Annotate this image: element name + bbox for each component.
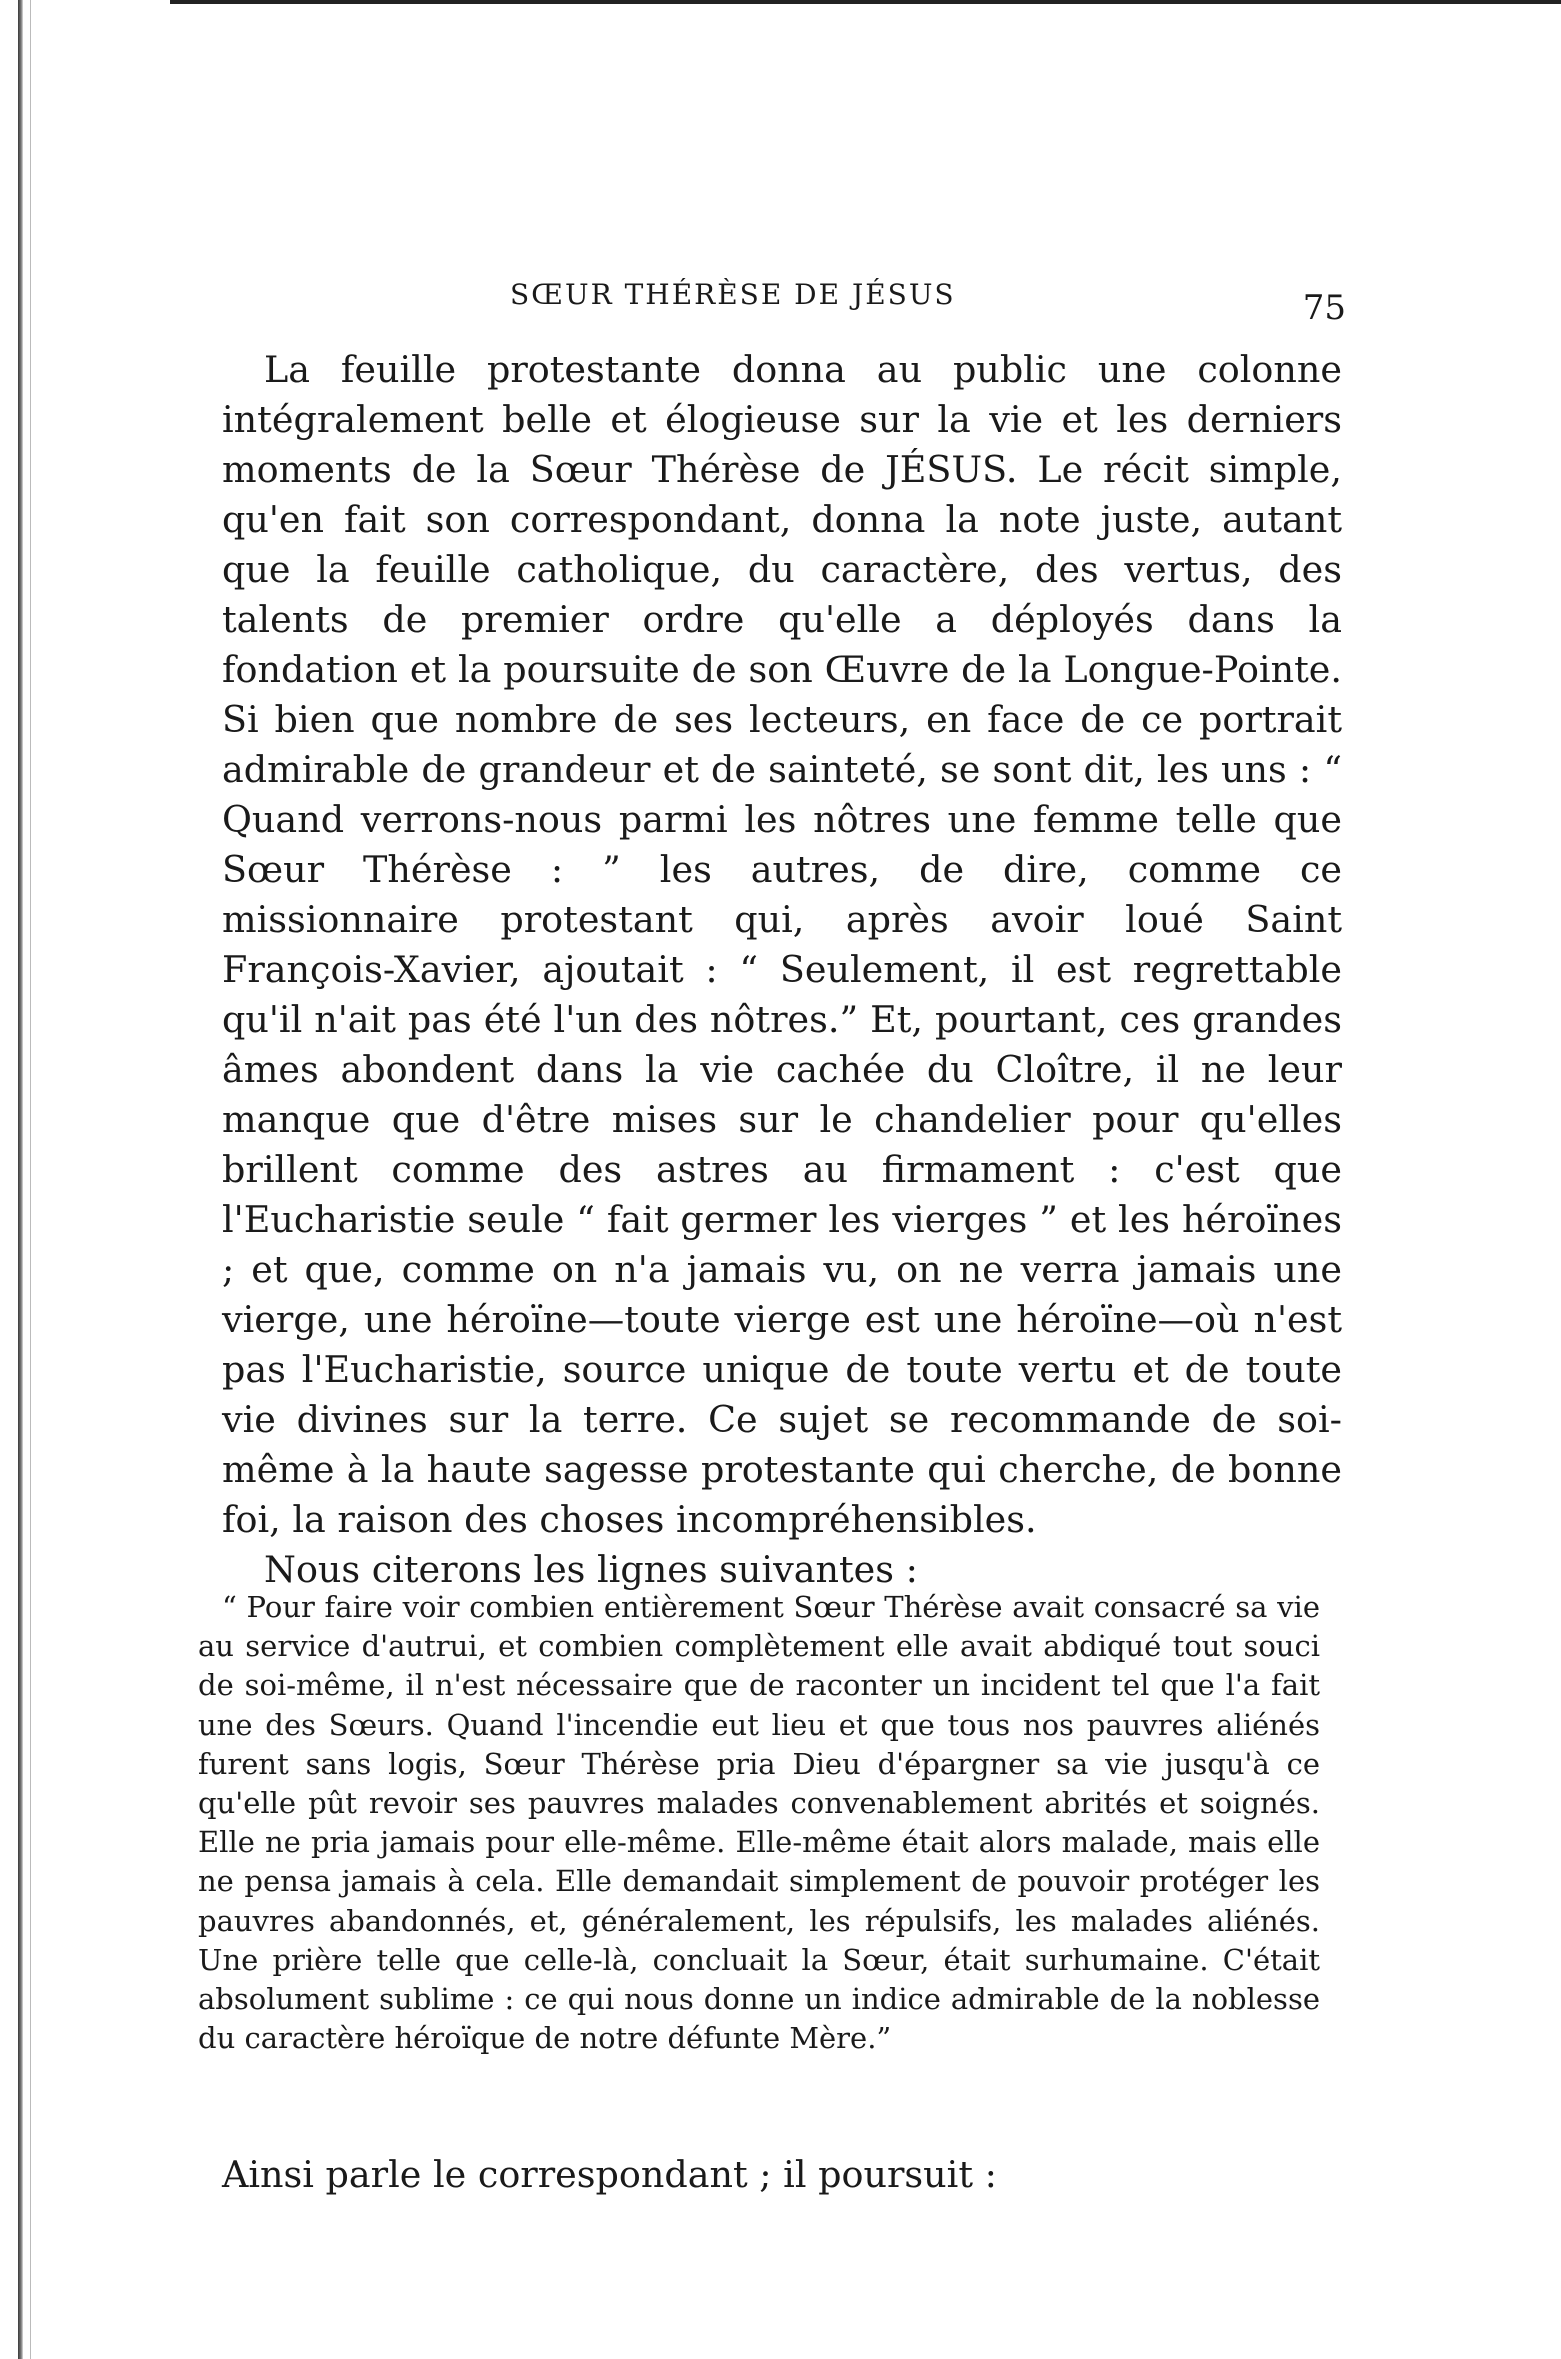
scan-binding-line xyxy=(30,0,31,2359)
page-number: 75 xyxy=(1302,288,1346,328)
closing-text xyxy=(222,2150,1342,2200)
scan-binding-edge xyxy=(18,0,23,2359)
paragraph: Ainsi parle le correspondant ; il poursuit : xyxy=(222,2153,997,2196)
scan-top-edge xyxy=(170,0,1561,4)
running-head: SŒUR THÉRÈSE DE JÉSUS xyxy=(510,278,956,311)
quote-text: “ Pour faire voir combien entièrement Sœur Thérèse avait consacré sa vie au service d'autrui, et combien complètement elle avait abdiqué tout souci de soi-même, il n'est nécessaire que de raconter un incident tel que l'a fait une des Sœurs. Quand l'incendie eut lieu et que tous nos pauvres aliénés furent sans logis, Sœur Thérèse pria Dieu d'épargner sa vie jusqu'à ce qu'elle pût revoir ses pauvres malades convenablement abrités et soignés. Elle ne pria jamais pour elle-même. Elle-même était alors malade, mais elle ne pensa jamais à cela. Elle demandait simplement de pouvoir protéger les pauvres abandonnés, et, généralement, les répulsifs, les malades aliénés. Une prière telle que celle-là, concluait la Sœur, était surhumaine. C'était absolument sublime : ce qui nous donne un indice admirable de la noblesse du caractère héroïque de notre défunte Mère.” xyxy=(198,1590,1320,2056)
main-text xyxy=(222,345,1342,1595)
paragraph: Nous citerons les lignes suivantes : xyxy=(264,1548,918,1591)
page-header xyxy=(220,278,1346,338)
paragraph: La feuille protestante donna au public une colonne intégralement belle et élogieuse sur la vie et les derniers moments de la Sœur Thérèse de JÉSUS. Le récit simple, qu'en fait son correspondant, donna la note juste, autant que la feuille catholique, du caractère, des vertus, des talents de premier ordre qu'elle a déployés dans la fondation et la poursuite de son Œuvre de la Longue-Pointe. Si bien que nombre de ses lecteurs, en face de ce portrait admirable de grandeur et de sainteté, se sont dit, les uns : “ Quand verrons-nous parmi les nôtres une femme telle que Sœur Thérèse : ” les autres, de dire, comme ce missionnaire protestant qui, après avoir loué Saint François-Xavier, ajoutait : “ Seulement, il est regrettable qu'il n'ait pas été l'un des nôtres.” Et, pourtant, ces grandes âmes abondent dans la vie cachée du Cloître, il ne leur manque que d'être mises sur le chandelier pour qu'elles brillent comme des astres au firmament : c'est que l'Eucharistie seule “ fait germer les vierges ” et les héroïnes ; et que, comme on n'a jamais vu, on ne verra jamais une vierge, une héroïne—toute vierge est une héroïne—où n'est pas l'Eucharistie, source unique de toute vertu et de toute vie divines sur la terre. Ce sujet se recommande de soi-même à la haute sagesse protestante qui cherche, de bonne foi, la raison des choses incompréhensibles. xyxy=(222,348,1342,1541)
block-quote xyxy=(198,1588,1320,2058)
